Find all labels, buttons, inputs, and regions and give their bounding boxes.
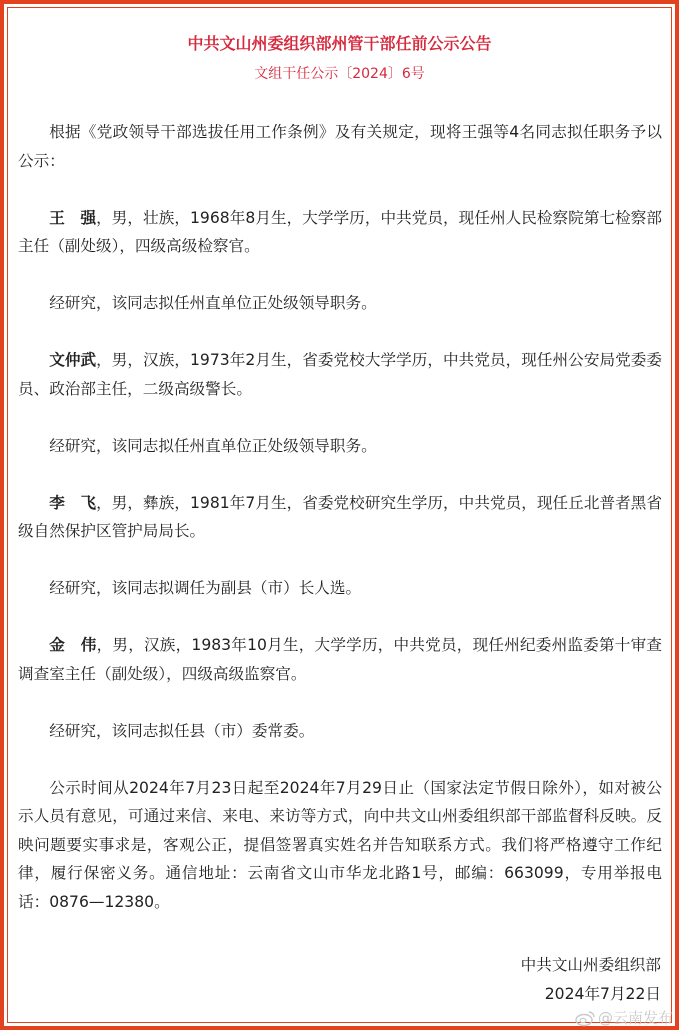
proposal-paragraph: 经研究，该同志拟调任为副县（市）长人选。 [49,579,362,597]
proposal-paragraph: 经研究，该同志拟任州直单位正处级领导职务。 [49,436,377,455]
notice-paragraph: 公示时间从2024年7月23日起至2024年7月29日止（国家法定节假日除外），如对被公示人员有意见，可通过来信、来电、来访等方式，向中共文山州委组织部干部监督科反映。反映问题要实事求是，客观公正，提倡签署真实姓名并告知联系方式。我们将严格遵守工作纪律，履行保密义务。通信地址：云南省文山市华龙北路1号，邮编：663099，专用举报电话：0876—12380。 [18,778,662,911]
candidate-details: ，男，壮族，1968年8月生，大学学历，中共党员，现任州人民检察院第七检察部主任（副处级），四级高级检察官。 [18,208,662,255]
candidate-name: 李 飞 [49,493,97,512]
intro-paragraph: 根据《党政领导干部选拔任用工作条例》及有关规定，现将王强等4名同志拟任职务予以公示： [18,123,662,170]
document-number: 文组干任公示〔2024〕6号 [254,66,425,82]
proposal-paragraph: 经研究，该同志拟任州直单位正处级领导职务。 [49,294,377,312]
signature-block [521,951,661,1008]
candidate-details: ，男，汉族，1983年10月生，大学学历，中共党员，现任州纪委州监委第十审查调查室主任（副处级），四级高级监察官。 [18,636,662,683]
watermark [574,1007,673,1028]
weibo-icon [574,1009,596,1027]
candidate-details: ，男，汉族，1973年2月生，省委党校大学学历，中共党员，现任州公安局党委委员、政治部主任，二级高级警长。 [18,351,662,398]
signature-date: 2024年7月22日 [544,984,661,1003]
proposal-paragraph: 经研究，该同志拟任县（市）委常委。 [49,721,315,740]
document-title: 中共文山州委组织部州管干部任前公示公告 [187,34,492,53]
candidate-details: ，男，彝族，1981年7月生，省委党校研究生学历，中共党员，现任丘北普者黑省级自然保护区管护局局长。 [18,493,662,540]
candidate-paragraph [18,631,662,688]
document-body [18,118,662,945]
candidate-name: 金 伟 [49,636,97,654]
candidate-paragraph [18,489,662,546]
watermark-text: @云南发布 [597,1009,673,1027]
candidate-paragraph [18,204,662,261]
candidate-name: 王 强 [49,208,97,227]
candidate-name: 文仲武 [49,351,97,369]
signature-org: 中共文山州委组织部 [520,956,661,974]
candidate-paragraph [18,346,662,403]
